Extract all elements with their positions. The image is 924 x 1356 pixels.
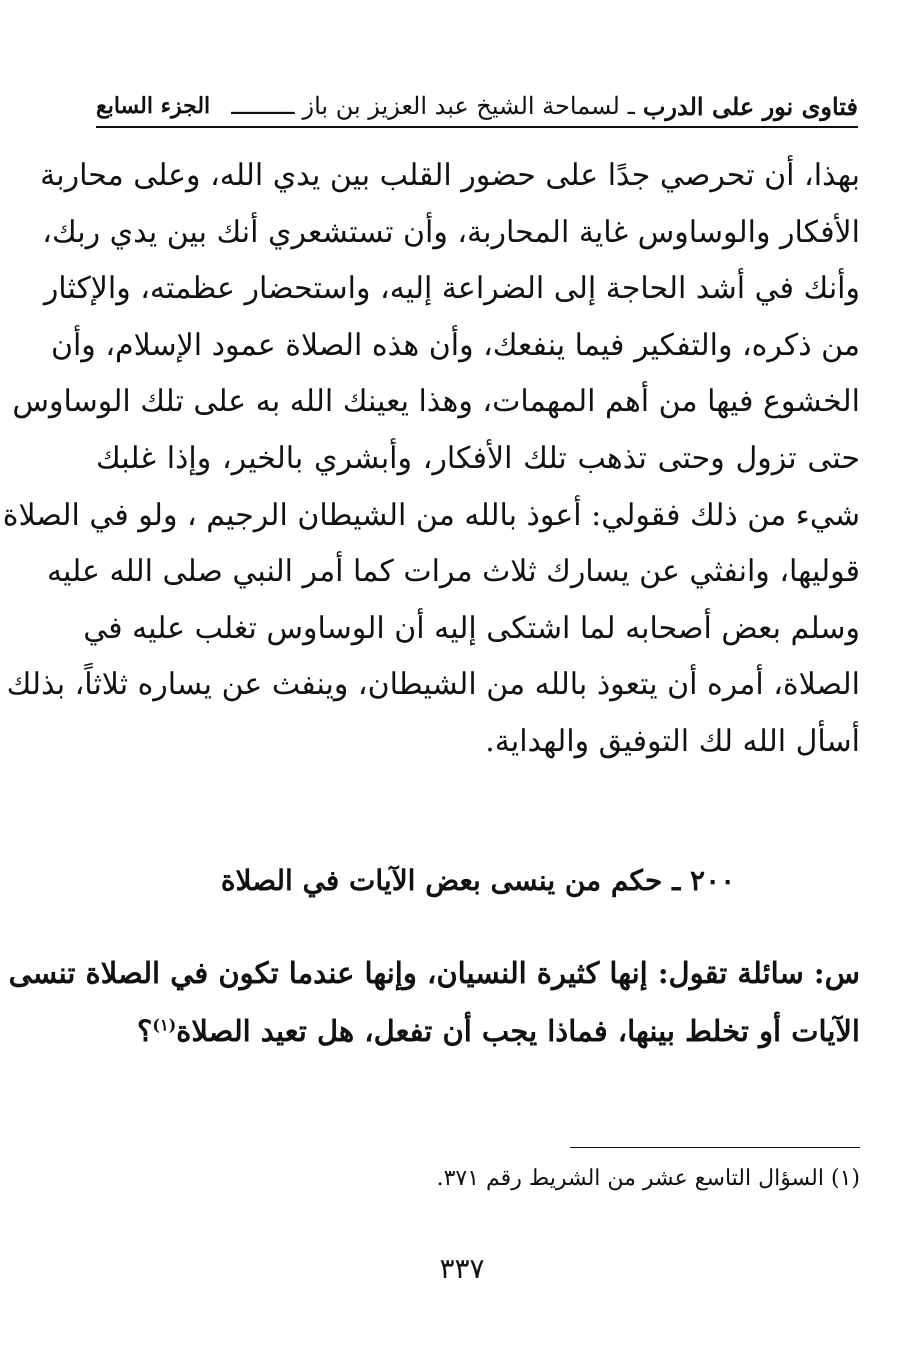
body-line: أسأل الله لك التوفيق والهداية. — [485, 723, 860, 759]
body-line: الأفكار والوساوس غاية المحاربة، وأن تستشعري أنك بين يدي ربك، — [42, 214, 860, 250]
question-line: س: سائلة تقول: إنها كثيرة النسيان، وإنها عندما تكون في الصلاة تنسى — [8, 956, 860, 990]
body-line: حتى تزول وحتى تذهب تلك الأفكار، وأبشري بالخير، وإذا غلبك — [96, 440, 860, 476]
question-mark: ؟ — [137, 1014, 153, 1048]
question-line — [96, 1002, 860, 1060]
page-number: ٣٣٧ — [439, 1252, 485, 1285]
footnote-divider — [570, 1147, 860, 1148]
running-header — [96, 86, 858, 128]
body-line: شيء من ذلك فقولي: أعوذ بالله من الشيطان الرجيم ، ولو في الصلاة — [2, 497, 860, 533]
body-line: وسلم بعض أصحابه لما اشتكى إليه أن الوساوس تغلب عليه في — [83, 610, 860, 646]
body-paragraph — [2, 148, 860, 771]
section-title: ٢٠٠ ـ حكم من ينسى بعض الآيات في الصلاة — [220, 864, 736, 897]
header-author: لسماحة الشيخ عبد العزيز بن باز — [302, 92, 620, 120]
body-line: الصلاة، أمره أن يتعوذ بالله من الشيطان، وينفث عن يساره ثلاثاً، بذلك — [6, 667, 860, 703]
body-line: وأنك في أشد الحاجة إلى الضراعة إليه، واستحضار عظمته، والإكثار — [43, 271, 860, 307]
question-line-text: الآيات أو تخلط بينها، فماذا يجب أن تفعل، هل تعيد الصلاة — [176, 1014, 860, 1048]
header-book-title: فتاوى نور على الدرب — [642, 91, 858, 121]
body-line: بهذا، أن تحرصي جدًا على حضور القلب بين يدي الله، وعلى محاربة — [40, 158, 860, 193]
footnote: (١) السؤال التاسع عشر من الشريط رقم ٣٧١. — [436, 1166, 860, 1191]
header-title-group — [231, 92, 858, 121]
header-separator: ـ — [627, 92, 635, 120]
footnote-reference: (١) — [152, 1015, 177, 1035]
header-dash: ـــــــــ — [231, 92, 295, 120]
body-line: الخشوع فيها من أهم المهمات، وهذا يعينك الله به على تلك الوساوس — [12, 384, 860, 420]
header-part-label: الجزء السابع — [96, 93, 211, 119]
question-paragraph — [8, 944, 860, 1060]
body-line: قوليها، وانفثي عن يسارك ثلاث مرات كما أمر النبي صلى الله عليه — [46, 554, 860, 590]
body-line: من ذكره، والتفكير فيما ينفعك، وأن هذه الصلاة عمود الإسلام، وأن — [50, 327, 860, 363]
